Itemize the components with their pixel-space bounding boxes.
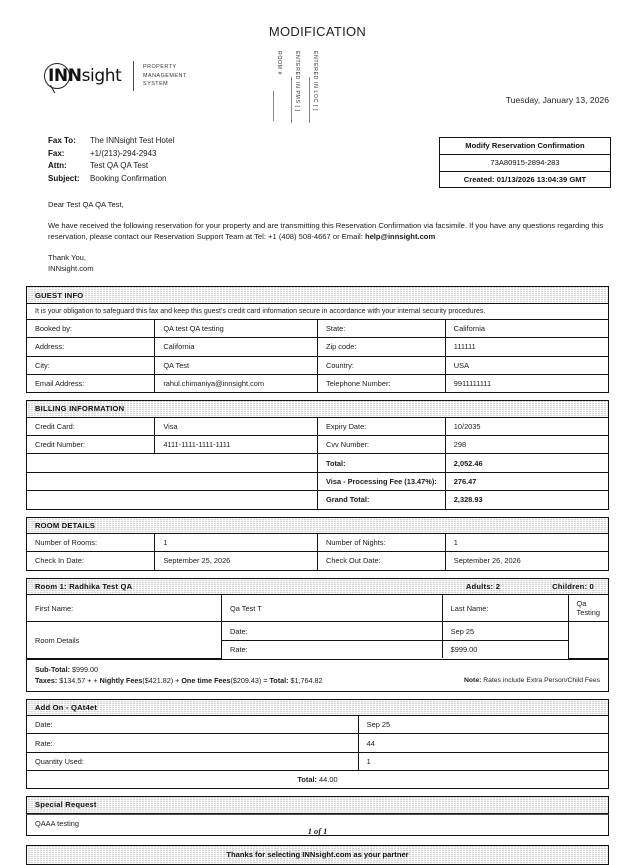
add-on-total-label: Total: bbox=[297, 775, 317, 785]
guest-booked-by-label: Booked by: bbox=[27, 320, 155, 338]
guest-state-value: California bbox=[445, 320, 608, 338]
subtotal-label: Sub-Total: bbox=[35, 664, 70, 674]
document-sections bbox=[22, 286, 613, 864]
stamp-room-number bbox=[270, 51, 288, 127]
fax-meta-row bbox=[22, 135, 613, 185]
add-on-table bbox=[27, 716, 608, 770]
fax-to-label: Fax To: bbox=[48, 136, 76, 145]
table-row bbox=[27, 454, 608, 472]
room-total-label: Total: bbox=[269, 675, 289, 685]
letter-body bbox=[22, 199, 613, 274]
page-footer bbox=[26, 814, 609, 839]
stamp-rule bbox=[291, 77, 292, 123]
room-date-value: Sep 25 bbox=[442, 622, 568, 640]
room-details-table bbox=[27, 534, 608, 570]
room-one-note bbox=[454, 675, 600, 686]
letter-salutation: Dear Test QA QA Test, bbox=[48, 200, 124, 210]
room-one-section bbox=[26, 578, 609, 692]
add-on-quantity-value: 1 bbox=[358, 752, 608, 770]
billing-card-label: Credit Card: bbox=[27, 418, 155, 436]
guest-city-value: QA Test bbox=[155, 356, 318, 374]
logo-divider bbox=[133, 61, 134, 91]
table-row bbox=[27, 734, 608, 752]
room-one-totals-strip bbox=[27, 659, 608, 691]
last-name-value: Qa Testing bbox=[568, 595, 608, 622]
table-row bbox=[27, 356, 608, 374]
billing-card-value: Visa bbox=[155, 418, 318, 436]
stamp-rule bbox=[273, 91, 274, 121]
add-on-total-bar bbox=[27, 770, 608, 788]
nightly-fees-label: Nightly Fees bbox=[99, 675, 143, 685]
guest-state-label: State: bbox=[317, 320, 445, 338]
table-row bbox=[27, 472, 608, 490]
billing-expiry-label: Expiry Date: bbox=[317, 418, 445, 436]
first-name-label: First Name: bbox=[27, 595, 222, 622]
guest-phone-label: Telephone Number: bbox=[317, 374, 445, 392]
fax-subject-value: Booking Confirmation bbox=[90, 173, 167, 183]
number-of-nights-value: 1 bbox=[445, 534, 608, 552]
fax-to-value: The INNsight Test Hotel bbox=[90, 136, 175, 145]
number-of-nights-label: Number of Nights: bbox=[317, 534, 445, 552]
room-detail-label: Room Details bbox=[27, 622, 222, 658]
stamp-entered-in-pms bbox=[288, 51, 306, 127]
logo-tagline-line-2: MANAGEMENT bbox=[143, 72, 187, 79]
add-on-date-label: Date: bbox=[27, 716, 358, 734]
letter-signoff-2: INNsight.com bbox=[48, 264, 94, 273]
billing-total-value: 2,052.46 bbox=[445, 454, 608, 472]
onetime-fees-amount: ($209.43) = bbox=[230, 675, 270, 685]
document-date: Tuesday, January 13, 2026 bbox=[505, 95, 609, 105]
special-request-text: QAAA testing bbox=[35, 818, 79, 828]
room-one-occupancy bbox=[466, 582, 594, 591]
room-one-taxes-line bbox=[35, 675, 322, 686]
billing-grand-total-value: 2,328.93 bbox=[445, 491, 608, 509]
logo-word-sight: sight bbox=[81, 66, 122, 86]
room-details-heading: ROOM DETAILS bbox=[27, 518, 608, 534]
billing-processing-fee-value: 276.47 bbox=[445, 472, 608, 490]
room-one-title: Room 1: Radhika Test QA bbox=[35, 581, 133, 591]
page-number: 1 of 1 bbox=[307, 827, 328, 836]
support-email: help@innsight.com bbox=[364, 232, 436, 242]
room-one-adults: Adults: 2 bbox=[465, 581, 501, 591]
billing-heading: BILLING INFORMATION bbox=[27, 401, 608, 417]
guest-city-label: City: bbox=[27, 356, 155, 374]
room-rate-label: Rate: bbox=[222, 640, 443, 658]
room-one-totals-text bbox=[35, 664, 322, 686]
table-row bbox=[27, 418, 608, 436]
guest-phone-value: 9911111111 bbox=[445, 374, 608, 392]
table-row bbox=[27, 595, 608, 622]
onetime-fees-label: One time Fees bbox=[181, 675, 231, 685]
confirmation-heading: Modify Reservation Confirmation bbox=[440, 138, 610, 155]
billing-empty-cell bbox=[27, 491, 317, 509]
confirmation-created: Created: 01/13/2026 13:04:39 GMT bbox=[463, 174, 587, 184]
billing-processing-fee-label: Visa - Processing Fee (13.47%): bbox=[317, 472, 445, 490]
logo-word-inn: INN bbox=[48, 66, 82, 86]
stamp-entered-in-pms-label: ENTERED IN PMS [ ] bbox=[294, 51, 300, 112]
add-on-date-value: Sep 25 bbox=[358, 716, 608, 734]
guest-booked-by-value: QA test QA testing bbox=[155, 320, 318, 338]
fax-number-value: +1/(213)-294-2943 bbox=[90, 148, 157, 158]
room-rate-value: $999.00 bbox=[442, 640, 568, 658]
stamp-rule bbox=[309, 77, 310, 123]
note-label: Note: bbox=[464, 676, 482, 684]
logo-tagline bbox=[143, 63, 187, 88]
table-row bbox=[27, 716, 608, 734]
add-on-heading: Add On - QAt4et bbox=[27, 700, 608, 716]
billing-number-value: 4111-1111-1111-1111 bbox=[155, 436, 318, 454]
guest-info-table bbox=[27, 320, 608, 393]
number-of-rooms-value: 1 bbox=[155, 534, 318, 552]
table-row bbox=[27, 552, 608, 570]
billing-number-label: Credit Number: bbox=[27, 436, 155, 454]
stamp-entered-in-loc bbox=[306, 51, 324, 127]
billing-cvv-label: Cvv Number: bbox=[317, 436, 445, 454]
room-one-heading-bar bbox=[27, 579, 608, 595]
logo-tagline-line-1: PROPERTY bbox=[143, 64, 177, 71]
guest-country-value: USA bbox=[445, 356, 608, 374]
number-of-rooms-label: Number of Rooms: bbox=[27, 534, 155, 552]
first-name-value: Qa Test T bbox=[222, 595, 443, 622]
fax-attn-value: Test QA QA Test bbox=[90, 161, 149, 171]
stamp-entered-in-loc-label: ENTERED IN LOC [ ] bbox=[312, 51, 318, 112]
fax-number-label: Fax: bbox=[48, 148, 65, 158]
last-name-label: Last Name: bbox=[442, 595, 568, 622]
letter-paragraph-text: We have received the following reservation for your property and are transmitting this Reservation Confirmation via facsimile. If you have any questions regarding this reservation, please contact our Reservation Support Team at Tel: +1 (408) 508-4667 or Email: bbox=[48, 220, 604, 242]
table-row bbox=[27, 320, 608, 338]
table-row bbox=[27, 374, 608, 392]
billing-grand-total-label: Grand Total: bbox=[317, 491, 445, 509]
add-on-total-value: 44.00 bbox=[317, 775, 338, 785]
table-row bbox=[27, 491, 608, 509]
letter-signoff-1: Thank You, bbox=[48, 252, 87, 262]
billing-empty-cell bbox=[27, 454, 317, 472]
subtotal-amount: $999.00 bbox=[70, 664, 98, 674]
check-out-label: Check Out Date: bbox=[317, 552, 445, 570]
room-one-children: Children: 0 bbox=[552, 581, 594, 591]
guest-email-value: rahul.chimaniya@innsight.com bbox=[155, 374, 318, 392]
room-one-subtotal-line bbox=[35, 664, 322, 675]
table-row bbox=[27, 752, 608, 770]
room-total-amount: $1,764.82 bbox=[288, 675, 323, 685]
table-row bbox=[27, 436, 608, 454]
billing-information-section bbox=[26, 400, 609, 509]
stamp-room-number-label: ROOM # bbox=[276, 51, 282, 76]
billing-table bbox=[27, 418, 608, 509]
billing-expiry-value: 10/2035 bbox=[445, 418, 608, 436]
add-on-section bbox=[26, 699, 609, 790]
guest-info-heading: GUEST INFO bbox=[27, 287, 608, 303]
guest-info-section bbox=[26, 286, 609, 393]
document-title: MODIFICATION bbox=[268, 24, 367, 39]
fax-subject-label: Subject: bbox=[48, 173, 80, 183]
guest-info-notice: It is your obligation to safeguard this fax and keep this guest's credit card information secure in accordance with your internal security procedures. bbox=[27, 304, 608, 320]
guest-address-value: California bbox=[155, 338, 318, 356]
billing-empty-cell bbox=[27, 472, 317, 490]
room-one-guest-table bbox=[27, 595, 608, 659]
taxes-label: Taxes: bbox=[35, 675, 58, 685]
guest-country-label: Country: bbox=[317, 356, 445, 374]
add-on-rate-value: 44 bbox=[358, 734, 608, 752]
room-spacer-cell bbox=[568, 622, 608, 658]
check-in-label: Check In Date: bbox=[27, 552, 155, 570]
table-row bbox=[27, 622, 608, 640]
confirmation-number: 73A80915-2894-283 bbox=[440, 155, 610, 172]
nightly-fees-amount: ($421.82) + bbox=[142, 675, 182, 685]
table-row bbox=[27, 534, 608, 552]
letter-paragraph bbox=[48, 220, 607, 243]
document-header bbox=[22, 49, 613, 127]
note-text: Rates include Extra Person/Child Fees bbox=[481, 676, 600, 684]
billing-total-label: Total: bbox=[317, 454, 445, 472]
magnifier-ring-icon bbox=[44, 63, 70, 89]
logo-mark bbox=[48, 63, 122, 89]
guest-email-label: Email Address: bbox=[27, 374, 155, 392]
thanks-banner: Thanks for selecting INNsight.com as your partner bbox=[26, 845, 609, 865]
innsight-logo bbox=[48, 61, 187, 91]
guest-address-label: Address: bbox=[27, 338, 155, 356]
confirmation-box bbox=[439, 137, 611, 188]
check-in-value: September 25, 2026 bbox=[155, 552, 318, 570]
guest-zip-value: 111111 bbox=[445, 338, 608, 356]
routing-stamp-block bbox=[270, 51, 324, 127]
guest-zip-label: Zip code: bbox=[317, 338, 445, 356]
table-row bbox=[27, 338, 608, 356]
check-out-value: September 26, 2026 bbox=[445, 552, 608, 570]
add-on-quantity-label: Quantity Used: bbox=[27, 752, 358, 770]
room-date-label: Date: bbox=[222, 622, 443, 640]
billing-cvv-value: 298 bbox=[445, 436, 608, 454]
special-request-heading: Special Request bbox=[27, 797, 608, 813]
logo-tagline-line-3: SYSTEM bbox=[143, 81, 169, 88]
fax-attn-label: Attn: bbox=[48, 161, 67, 171]
add-on-rate-label: Rate: bbox=[27, 734, 358, 752]
taxes-amount: $134.57 + + bbox=[57, 675, 100, 685]
room-details-section bbox=[26, 517, 609, 571]
